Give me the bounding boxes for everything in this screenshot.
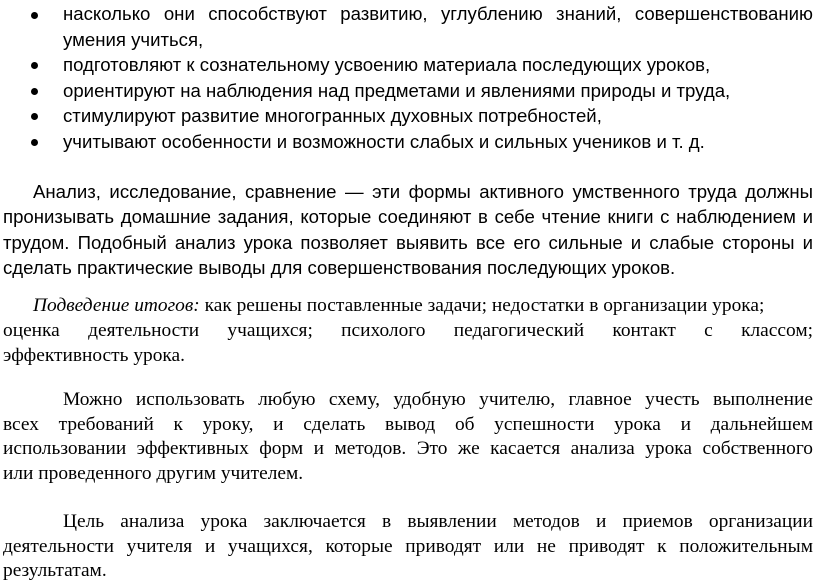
paragraph-line <box>33 296 764 315</box>
bullet-icon <box>31 139 38 146</box>
list-item: ориентируют на наблюдения над предметами и явлениями природы и труда, <box>63 80 731 101</box>
paragraph-line: Анализ, исследование, сравнение — эти формы активного умственного труда должны <box>33 181 813 202</box>
paragraph-line: деятельности учителя и учащихся, которые приводят или не приводят к положительным <box>3 536 813 557</box>
bullet-icon <box>31 12 38 19</box>
bullet-icon <box>31 113 38 120</box>
paragraph-line: или проведенного другим учителем. <box>3 463 304 484</box>
list-item: стимулируют развитие многогранных духовных потребностей, <box>63 105 602 126</box>
paragraph-line: всех требований к уроку, и сделать вывод об успешности урока и дальнейшем <box>3 414 813 435</box>
list-item: подготовляют к сознательному усвоению материала последующих уроков, <box>63 54 711 75</box>
list-item: насколько они способствуют развитию, углублению знаний, совершенствованию <box>63 3 813 24</box>
paragraph-line: сделать практические выводы для совершенствования последующих уроков. <box>3 257 676 278</box>
paragraph-line: Можно использовать любую схему, удобную учителю, главное учесть выполнение <box>63 389 813 410</box>
paragraph-line: результатам. <box>3 560 107 581</box>
list-item: учитывают особенности и возможности слабых и сильных учеников и т. д. <box>63 131 705 152</box>
paragraph-line: оценка деятельности учащихся; психолого педагогический контакт с классом; <box>3 320 813 341</box>
list-item-continuation: умения учиться, <box>63 29 204 50</box>
summary-label: Подведение итогов: <box>33 295 200 316</box>
bullet-icon <box>31 88 38 95</box>
paragraph-line: пронизывать домашние задания, которые соединяют в себе чтение книги с наблюдением и <box>3 206 813 227</box>
paragraph-line: трудом. Подобный анализ урока позволяет выявить все его сильные и слабые стороны и <box>3 232 813 253</box>
paragraph-line: Цель анализа урока заключается в выявлении методов и приемов организации <box>63 511 813 532</box>
paragraph-line: использовании эффективных форм и методов. Это же касается анализа урока собственного <box>3 438 813 459</box>
bullet-icon <box>31 62 38 69</box>
paragraph-line: эффективность урока. <box>3 345 185 366</box>
summary-text: как решены поставленные задачи; недостатки в организации урока; <box>199 295 765 316</box>
